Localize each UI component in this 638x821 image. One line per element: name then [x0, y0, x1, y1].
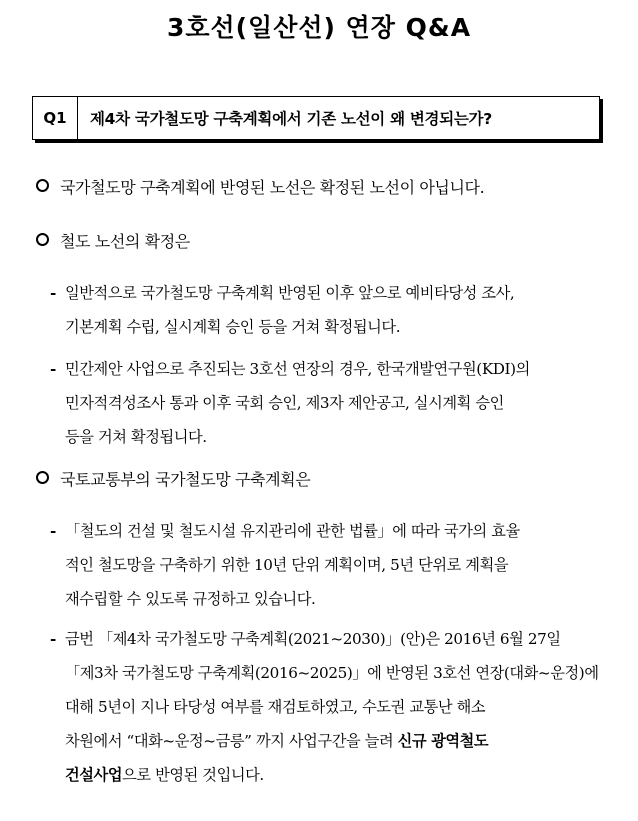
sub-item-line: 기본계획 수립, 실시계획 승인 등을 거쳐 확정됩니다.: [65, 318, 401, 336]
line-text: 으로 반영된 것입니다.: [122, 766, 264, 784]
question-text: 제4차 국가철도망 구축계획에서 기존 노선이 왜 변경되는가?: [90, 110, 492, 128]
question-box: [32, 96, 600, 140]
dash-marker: -: [50, 630, 56, 648]
sub-item-4: [50, 622, 610, 792]
line-text: 차원에서 “대화~운정~금릉” 까지 사업구간을 늘려: [65, 732, 398, 750]
question-number: Q1: [33, 97, 78, 139]
sub-item-line: 재수립할 수 있도록 규정하고 있습니다.: [65, 590, 316, 608]
circle-bullet-icon: [36, 471, 49, 484]
bullet-item-1: [36, 175, 484, 201]
dash-marker: -: [50, 522, 56, 540]
sub-item-line: [65, 724, 610, 758]
sub-item-line: 대해 5년이 지나 타당성 여부를 재검토하였고, 수도권 교통난 해소: [65, 698, 486, 716]
sub-item-3: [50, 514, 610, 616]
bullet-text: 철도 노선의 확정은: [60, 232, 190, 251]
sub-item-line: 민간제안 사업으로 추진되는 3호선 연장의 경우, 한국개발연구원(KDI)의: [65, 360, 530, 378]
sub-item-line: 등을 거쳐 확정됩니다.: [65, 428, 207, 446]
bullet-text: 국토교통부의 국가철도망 구축계획은: [60, 470, 311, 489]
bold-emphasis: 건설사업: [65, 766, 123, 784]
circle-bullet-icon: [36, 233, 49, 246]
sub-item-line: 적인 철도망을 구축하기 위한 10년 단위 계획이며, 5년 단위로 계획을: [65, 556, 509, 574]
sub-item-line: 「제3차 국가철도망 구축계획(2016~2025)」에 반영된 3호선 연장(대화~운정)에: [65, 664, 599, 682]
sub-item-1: [50, 276, 610, 344]
bullet-item-3: [36, 467, 310, 493]
dash-marker: -: [50, 360, 56, 378]
bullet-text: 국가철도망 구축계획에 반영된 노선은 확정된 노선이 아닙니다.: [60, 178, 485, 197]
dash-marker: -: [50, 284, 56, 302]
sub-item-line: 일반적으로 국가철도망 구축계획 반영된 이후 앞으로 예비타당성 조사,: [65, 284, 515, 302]
bullet-item-2: [36, 229, 190, 255]
bold-emphasis: 신규 광역철도: [397, 732, 489, 750]
sub-item-line: 민자적격성조사 통과 이후 국회 승인, 제3자 제안공고, 실시계획 승인: [65, 394, 504, 412]
sub-item-line: 금번 「제4차 국가철도망 구축계획(2021~2030)」(안)은 2016년 6월 27일: [65, 630, 561, 648]
circle-bullet-icon: [36, 179, 49, 192]
sub-item-2: [50, 352, 610, 454]
document-title: 3호선(일산선) 연장 Q&A: [166, 13, 472, 42]
sub-item-line: 「철도의 건설 및 철도시설 유지관리에 관한 법률」에 따라 국가의 효율: [65, 522, 520, 540]
sub-item-line: [65, 758, 610, 792]
